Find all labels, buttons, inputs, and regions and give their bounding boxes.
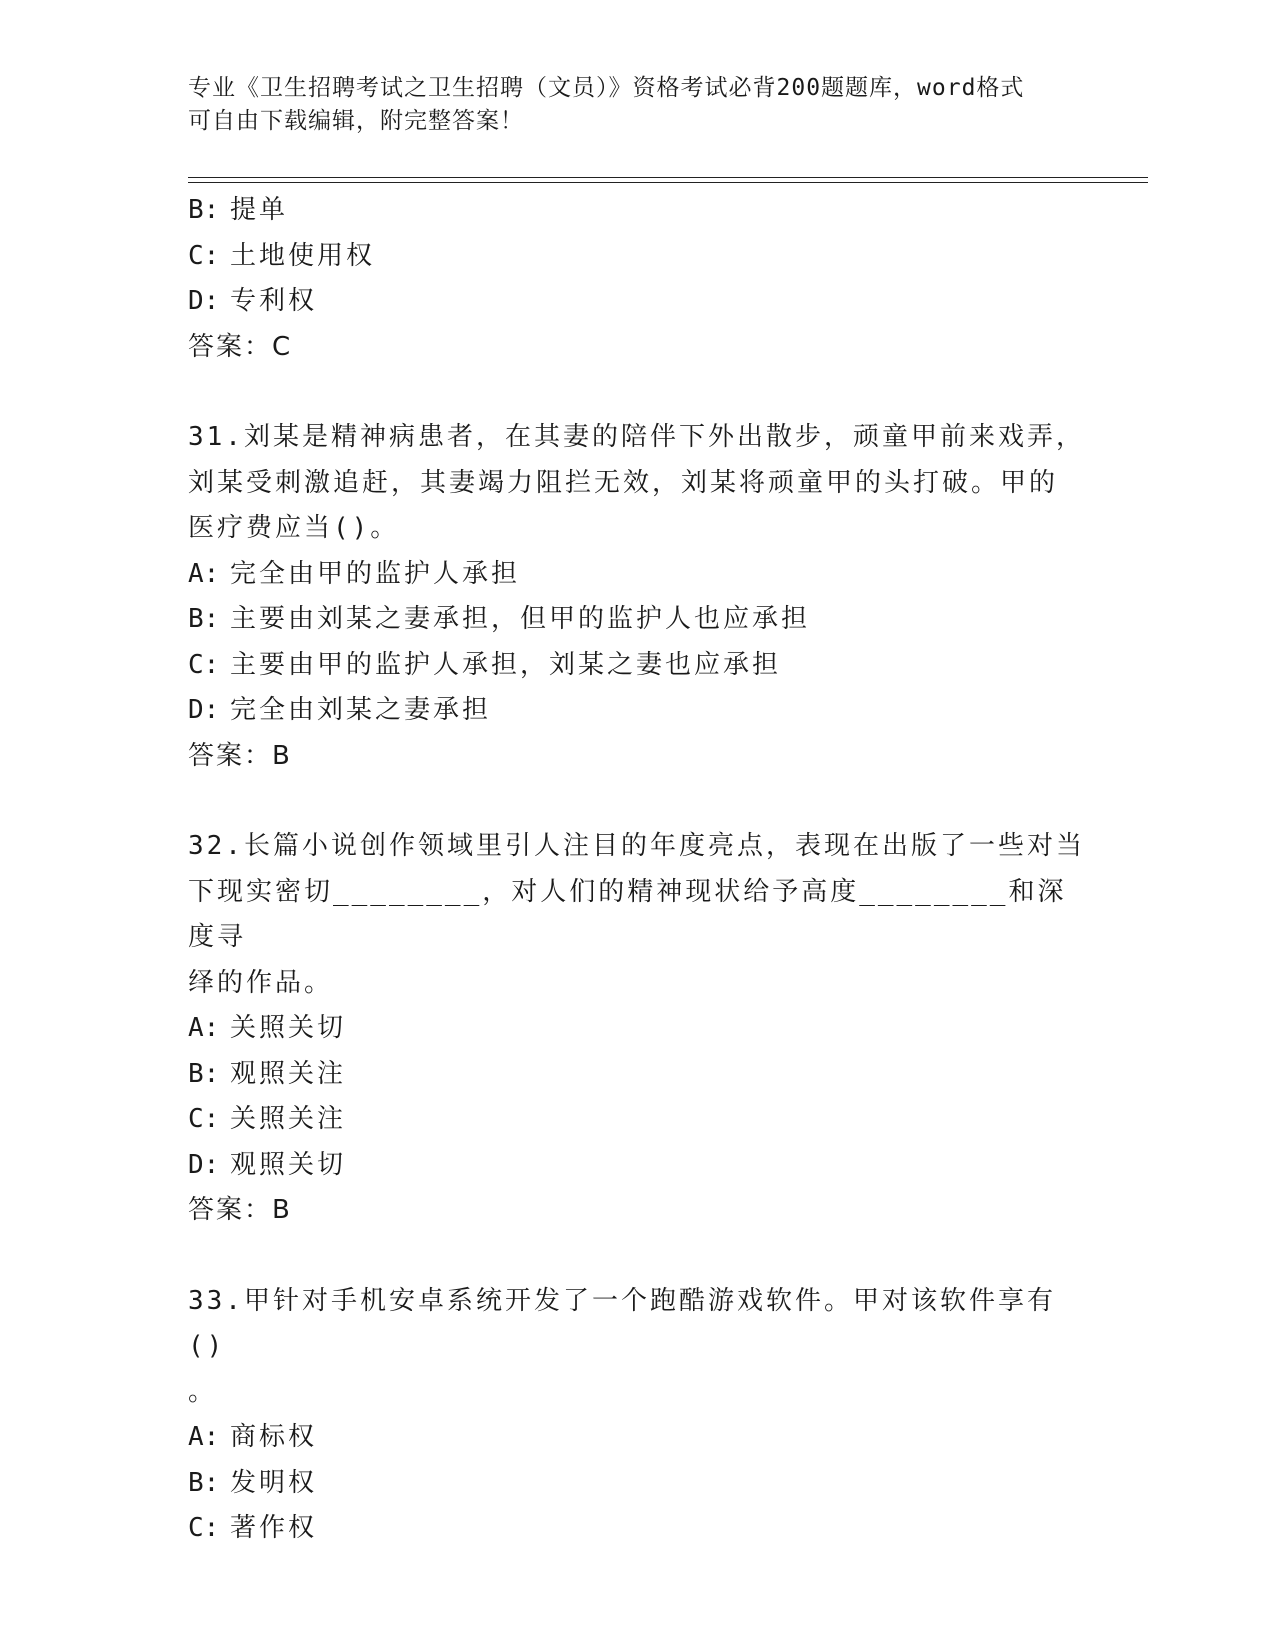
option-b (188, 188, 1088, 234)
option-text: 著作权 (230, 1513, 318, 1543)
option-letter: B: (188, 195, 220, 225)
answer-line: 答案：B (188, 1195, 292, 1225)
document-header (188, 72, 1068, 138)
option-d (188, 688, 1088, 734)
option-letter: A: (188, 1013, 220, 1043)
question-stem-line: 32.长篇小说创作领域里引人注目的年度亮点，表现在出版了一些对当 (188, 831, 1085, 861)
option-text: 完全由甲的监护人承担 (230, 558, 521, 589)
option-a (188, 1415, 1088, 1461)
option-c (188, 643, 1088, 689)
header-line-1: 专业《卫生招聘考试之卫生招聘（文员）》资格考试必背200题题库，word格式 (188, 75, 1025, 101)
option-letter: D: (188, 695, 220, 725)
question-stem-line: 。 (188, 1376, 218, 1407)
header-divider-top (188, 177, 1148, 178)
option-text: 专利权 (230, 286, 318, 316)
option-text: 观照关注 (230, 1058, 347, 1089)
spacer (188, 370, 1088, 415)
option-letter: D: (188, 1149, 220, 1180)
document-body (188, 188, 1088, 1552)
header-divider-bottom (188, 182, 1148, 183)
option-text: 关照关切 (230, 1013, 347, 1043)
option-c (188, 1506, 1088, 1552)
question-stem-line: 下现实密切________，对人们的精神现状给予高度________和深度寻 (188, 876, 1067, 952)
header-line-2: 可自由下载编辑，附完整答案！ (188, 108, 524, 134)
option-letter: B: (188, 1467, 220, 1498)
option-letter: C: (188, 1513, 220, 1543)
option-b (188, 597, 1088, 643)
question-stem-line: 31.刘某是精神病患者，在其妻的陪伴下外出散步，顽童甲前来戏弄， (188, 422, 1085, 452)
option-text: 关照关注 (230, 1104, 347, 1134)
answer-line: 答案：B (188, 740, 292, 771)
question-stem-line: 刘某受刺激追赶，其妻竭力阻拦无效，刘某将顽童甲的头打破。甲的 (188, 467, 1059, 498)
question-30-continued (188, 188, 1088, 370)
option-a (188, 552, 1088, 598)
question-stem-line: 33.甲针对手机安卓系统开发了一个跑酷游戏软件。甲对该软件享有() (188, 1285, 1056, 1361)
option-text: 主要由甲的监护人承担，刘某之妻也应承担 (230, 649, 782, 680)
option-c (188, 1097, 1088, 1143)
option-letter: B: (188, 1058, 220, 1089)
option-text: 主要由刘某之妻承担，但甲的监护人也应承担 (230, 604, 811, 634)
option-letter: C: (188, 240, 220, 271)
question-31 (188, 415, 1088, 779)
spacer (188, 1234, 1088, 1279)
option-a (188, 1006, 1088, 1052)
option-letter: C: (188, 649, 220, 680)
option-b (188, 1052, 1088, 1098)
option-b (188, 1461, 1088, 1507)
option-text: 土地使用权 (230, 240, 376, 271)
answer-line: 答案：C (188, 331, 293, 362)
option-letter: B: (188, 604, 220, 634)
option-c (188, 234, 1088, 280)
question-stem-line: 医疗费应当()。 (188, 513, 400, 543)
question-33 (188, 1279, 1088, 1552)
option-text: 提单 (230, 195, 289, 225)
question-stem-line: 绎的作品。 (188, 967, 334, 998)
option-text: 完全由刘某之妻承担 (230, 695, 492, 725)
question-32 (188, 824, 1088, 1234)
option-letter: C: (188, 1104, 220, 1134)
option-text: 发明权 (230, 1467, 318, 1498)
option-letter: D: (188, 286, 220, 316)
spacer (188, 779, 1088, 824)
option-letter: A: (188, 1422, 220, 1452)
option-d (188, 279, 1088, 325)
option-d (188, 1143, 1088, 1189)
option-letter: A: (188, 558, 220, 589)
option-text: 观照关切 (230, 1149, 347, 1180)
option-text: 商标权 (230, 1422, 318, 1452)
